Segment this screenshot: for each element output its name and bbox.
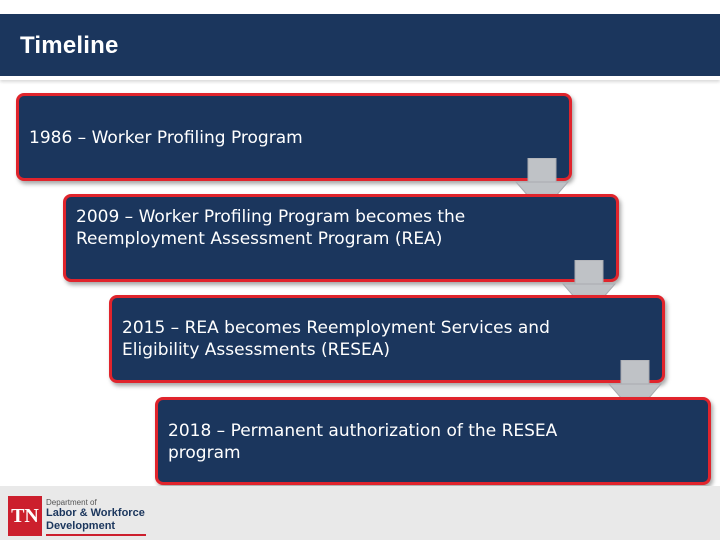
timeline-text-2009: 2009 – Worker Profiling Program becomes the Reemployment Assessment Program (REA) [76, 207, 466, 249]
tn-labor-logo [8, 496, 148, 536]
timeline-box-2018 [155, 397, 711, 485]
tn-badge: TN [8, 496, 42, 536]
slide-title: Timeline [20, 32, 119, 59]
logo-underline [46, 534, 146, 536]
timeline-box-1986 [16, 93, 572, 181]
title-bar [0, 14, 720, 80]
logo-line-development: Development [46, 520, 116, 532]
timeline-text-2018: 2018 – Permanent authorization of the RESEA program [168, 421, 558, 463]
timeline-box-2015 [109, 295, 665, 383]
timeline-box-2009 [63, 194, 619, 282]
timeline-text-1986: 1986 – Worker Profiling Program [29, 128, 303, 148]
logo-line-labor: Labor & Workforce [46, 507, 145, 519]
timeline-text-2015: 2015 – REA becomes Reemployment Services and Eligibility Assessments (RESEA) [122, 318, 550, 360]
logo-line-department: Department of [46, 498, 97, 507]
logo-text [46, 498, 145, 533]
